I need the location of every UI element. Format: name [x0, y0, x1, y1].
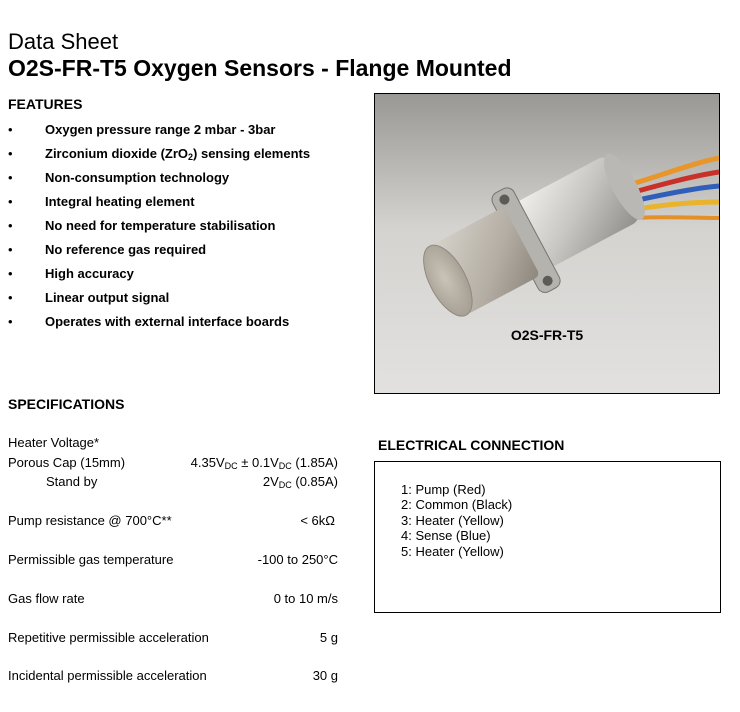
bullet: •: [8, 194, 13, 209]
document-type: Data Sheet: [8, 29, 119, 54]
feature-text: Operates with external interface boards: [45, 314, 290, 329]
bullet: •: [8, 146, 13, 161]
repetitive-acceleration-value: 5 g: [319, 630, 338, 645]
pin-item: 1: Pump (Red): [401, 482, 486, 497]
incidental-acceleration-value: 30 g: [312, 668, 338, 683]
repetitive-acceleration-label: Repetitive permissible acceleration: [8, 630, 209, 645]
feature-text: High accuracy: [45, 266, 134, 281]
wire-orange-2: [631, 217, 719, 218]
gas-temperature-value: -100 to 250°C: [257, 552, 338, 567]
feature-text: No need for temperature stabilisation: [45, 218, 276, 233]
gas-flow-label: Gas flow rate: [8, 591, 85, 606]
bullet: •: [8, 314, 13, 329]
heater-voltage-label: Heater Voltage*: [8, 435, 100, 450]
feature-text: Non-consumption technology: [45, 170, 230, 185]
bullet: •: [8, 170, 13, 185]
bullet: •: [8, 266, 13, 281]
electrical-connection-heading: ELECTRICAL CONNECTION: [378, 437, 565, 453]
bullet: •: [8, 290, 13, 305]
feature-text: Linear output signal: [45, 290, 170, 305]
feature-text: Integral heating element: [45, 194, 195, 209]
gas-temperature-label: Permissible gas temperature: [8, 552, 174, 567]
product-photo: [374, 93, 720, 394]
pump-resistance-label: Pump resistance @ 700°C**: [8, 513, 172, 528]
subscript: 2: [188, 152, 194, 162]
document-title: O2S-FR-T5 Oxygen Sensors - Flange Mounted: [8, 55, 512, 81]
porous-cap-value: $4.35V_{DC} \pm 0.1V_{DC}$ (1.85A): [190, 455, 338, 471]
features-heading: FEATURES: [8, 96, 83, 112]
pin-item: 3: Heater (Yellow): [401, 513, 504, 528]
bullet: •: [8, 122, 13, 137]
feature-text: No reference gas required: [45, 242, 207, 257]
pump-resistance-value: < 6kΩ: [300, 513, 335, 528]
electrical-connection-box: [374, 461, 721, 613]
pin-item: 4: Sense (Blue): [401, 528, 491, 543]
pin-item: 5: Heater (Yellow): [401, 544, 504, 559]
stand-by-label: Stand by: [46, 474, 98, 489]
sensor-illustration: [375, 94, 719, 393]
feature-text-zro2: Zirconium dioxide (ZrO$_2$) sensing elements: [45, 146, 311, 162]
pin-item: 2: Common (Black): [401, 497, 513, 512]
photo-caption: O2S-FR-T5: [510, 327, 584, 343]
gas-flow-value: 0 to 10 m/s: [273, 591, 338, 606]
bullet: •: [8, 218, 13, 233]
feature-text: Oxygen pressure range 2 mbar - 3bar: [45, 122, 276, 137]
bullet: •: [8, 242, 13, 257]
specifications-heading: SPECIFICATIONS: [8, 396, 125, 412]
porous-cap-label: Porous Cap (15mm): [8, 455, 126, 470]
incidental-acceleration-label: Incidental permissible acceleration: [8, 668, 207, 683]
stand-by-value: $2V_{DC}$ (0.85A): [262, 474, 338, 490]
